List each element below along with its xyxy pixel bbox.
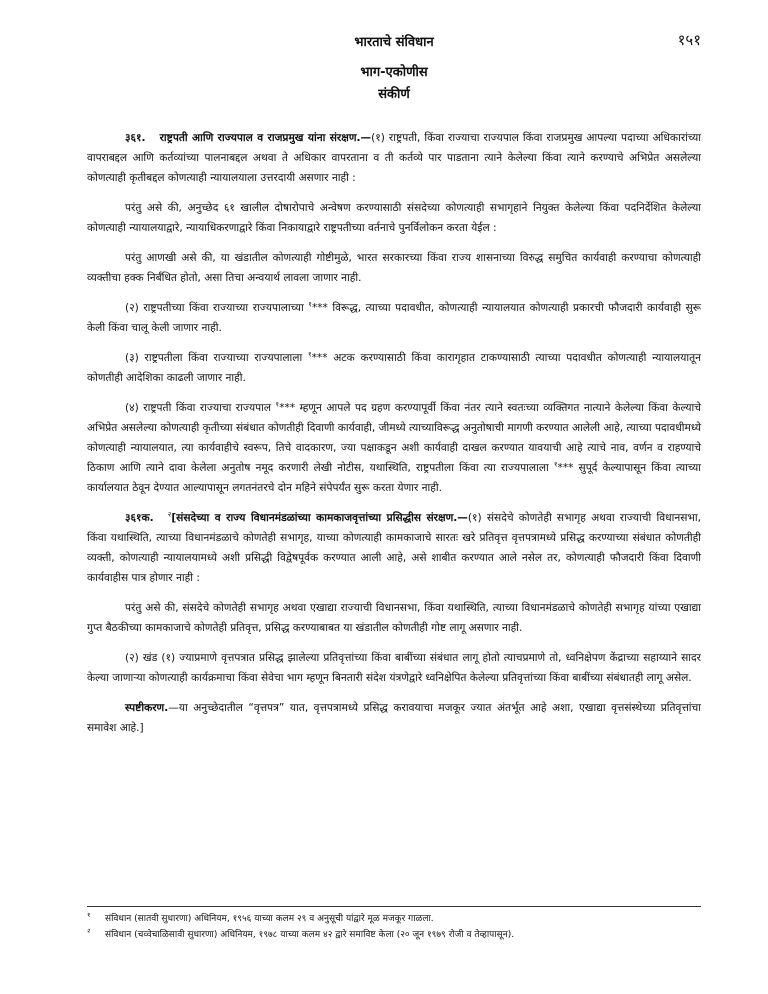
explanation-text: —या अनुच्छेदातील “वृत्तपत्र” यात, वृत्तपत्रामध्ये प्रसिद्ध करावयाचा मजकूर ज्यात अंतर्भूत आहे अशा, एखाद्या वृत्तसंस्थेच्या प्रतिवृत्तांचा समावेश आहे.] (87, 702, 701, 734)
footnote-2 (87, 927, 701, 943)
article-361-clause-3 (87, 348, 701, 388)
footnote-1 (87, 911, 701, 927)
clause-2-lead: (२) राष्ट्रपतीच्या किंवा राज्याच्या राज्यपालाच्या (125, 302, 304, 314)
footnote-ref-1[interactable]: १ (307, 350, 312, 359)
clause-4-body: *** म्हणून आपले पद ग्रहण करण्यापूर्वी किंवा नंतर त्याने स्वतःच्या व्यक्तिगत नात्याने केलेल्या किंवा केल्याचे अभिप्रेत असलेल्या कोणत्याही कृतीच्या संबंधात कोणतीही दिवाणी कार्यवाही, जीमध्ये त्याच्याविरूद्ध अनुतोषाची मागणी करण्यात आलेली आहे, त्याच्या पदावधीमध्ये कोणत्याही न्यायालयात, त्या कार्यवाहीचे स्वरूप, तिचे वादकारण, ज्या पक्षाकडून अशी कार्यवाही दाखल करण्यात यावयाची आहे त्याचे नाव, वर्णन व राहण्याचे ठिकाण आणि त्याने दावा केलेला अनुतोष नमूद करणारी लेखी नोटीस, यथास्थिति, राष्ट्रपतीला किंवा त्या राज्यपालाला (87, 402, 702, 474)
page-number: १५१ (677, 31, 701, 49)
footnote-1-text: संविधान (सातवी सुधारणा) अधिनियम, १९५६ याच्या कलम २९ व अनुसूची यांद्वारे मूळ मजकूर गाळला. (105, 914, 434, 924)
page-body (87, 30, 701, 748)
article-361-heading: राष्ट्रपती आणि राज्यपाल व राजप्रमुख यांना संरक्षण.— (159, 132, 372, 144)
article-361a-clause-1 (87, 508, 701, 588)
clause-3-lead: (३) राष्ट्रपतीला किंवा राज्याच्या राज्यपालाला (125, 352, 303, 364)
footnotes (87, 906, 701, 943)
footnote-1-mark: १ (87, 911, 91, 919)
article-361a-heading: [संसदेच्या व राज्य विधानमंडळांच्या कामकाजवृत्तांच्या प्रसिद्धीस संरक्षण.— (171, 512, 468, 524)
clause-4-end: *** सुपूर्द केल्यापासून किंवा त्याच्या कार्यालयात ठेवून देण्यात आल्यापासून लगतनंतरचे दोन महिने संपेपर्यंत सुरू करता येणार नाही. (87, 462, 701, 494)
footnote-ref-1[interactable]: १ (553, 460, 558, 469)
article-361-clause-2 (87, 298, 701, 338)
article-361a-explanation (87, 698, 701, 738)
article-361-proviso-1: परंतु असे की, अनुच्छेद ६१ खालील दोषारोपाचे अन्वेषण करण्यासाठी संसदेच्या कोणत्याही सभागृहाने नियुक्त केलेल्या किंवा पदनिर्देशित केलेल्या कोणत्याही न्यायालयाद्वारे, न्यायाधिकरणाद्वारे किंवा निकायाद्वारे राष्ट्रपतीच्या वर्तनाचे पुनर्विलोकन करता येईल : (87, 202, 701, 234)
article-361a-clause-1-text: (१) संसदेचे कोणतेही सभागृह अथवा राज्याची विधानसभा, किंवा यथास्थिति, त्याच्या विधानमंडळाचे कोणतेही सभागृह, याच्या कोणत्याही कामकाजाचे सारतः खरे प्रतिवृत्त वृत्तपत्रामध्ये प्रसिद्ध करण्याच्या संबंधात कोणतीही व्यक्ती, कोणत्याही न्यायालयामध्ये अशी प्रसिद्धी विद्वेषपूर्वक करण्यात आली आहे, असे शाबीत करण्यात आले नसेल तर, कोणत्याही फौजदारी किंवा दिवाणी कार्यवाहीस पात्र होणार नाही : (87, 512, 701, 584)
clause-4-lead: (४) राष्ट्रपती किंवा राज्याचा राज्यपाल (125, 402, 272, 414)
part-title: भाग-एकोणीस (360, 65, 428, 80)
article-361-clause-4 (87, 398, 701, 498)
article-361-number: ३६१. (125, 132, 146, 144)
footnote-2-mark: २ (87, 927, 91, 935)
footnote-ref-1[interactable]: १ (308, 300, 312, 309)
article-361-clause-1 (87, 128, 701, 188)
part-subtitle: संकीर्ण (378, 87, 410, 102)
article-361-proviso-2: परंतु आणखी असे की, या खंडातील कोणत्याही गोष्टीमुळे, भारत सरकारच्या किंवा राज्य शासनाच्या विरुद्ध समुचित कार्यवाही करण्याचा कोणत्याही व्यक्तीचा हक्क निर्बंधित होतो, असा तिचा अन्वयार्थ लावला जाणार नाही. (87, 252, 701, 284)
footnote-ref-1[interactable]: १ (275, 400, 280, 409)
explanation-label: स्पष्टीकरण. (125, 702, 169, 714)
article-361-clause-1-text: (१) राष्ट्रपती, किंवा राज्याचा राज्यपाल किंवा राजप्रमुख आपल्या पदाच्या अधिकारांच्या वापराबद्दल आणि कर्तव्यांच्या पालनाबद्दल अथवा ते अधिकार वापरताना व ती कर्तव्ये पार पाडताना त्याने केलेल्या किंवा त्याने करण्याचे अभिप्रेत असलेल्या कोणत्याही कृतीबद्दल कोणत्याही न्यायालयाला उत्तरदायी असणार नाही : (87, 132, 701, 184)
footnote-2-text: संविधान (चव्वेचाळिसावी सुधारणा) अधिनियम, १९७८ याच्या कलम ४२ द्वारे समाविष्ट केला (२० जून १९७९ रोजी व तेव्हापासून). (105, 930, 515, 940)
article-361a-clause-2: (२) खंड (१) ज्याप्रमाणे वृत्तपत्रात प्रसिद्ध झालेल्या प्रतिवृत्तांच्या किंवा बाबींच्या संबंधात लागू होतो त्याचप्रमाणे तो, ध्वनिक्षेपण केंद्राच्या सहाय्याने सादर केल्या जाणाऱ्या कोणत्याही कार्यक्रमाचा किंवा सेवेचा भाग म्हणून बिनतारी संदेश यंत्रणेद्वारे ध्वनिक्षेपित केलेल्या प्रतिवृत्तांच्या किंवा बाबींच्या संबंधातही लागू असेल. (87, 652, 701, 684)
running-header (87, 30, 701, 52)
article-361a-proviso: परंतु असे की, संसदेचे कोणतेही सभागृह अथवा एखाद्या राज्याची विधानसभा, किंवा यथास्थिति, त्याच्या विधानमंडळाचे कोणतेही सभागृह यांच्या एखाद्या गुप्त बैठकीच्या कामकाजाचे कोणतेही प्रतिवृत्त, प्रसिद्ध करण्याबाबत या खंडातील कोणतीही गोष्ट लागू असणार नाही. (87, 602, 701, 634)
clause-3-rest: *** अटक करण्यासाठी किंवा कारागृहात टाकण्यासाठी त्याच्या पदावधीत कोणत्याही न्यायालयातून कोणतीही आदेशिका काढली जाणार नाही. (87, 352, 701, 384)
footnote-ref-2[interactable]: २ (167, 510, 172, 519)
running-title: भारताचे संविधान (354, 35, 434, 50)
clause-2-rest: *** विरूद्ध, त्याच्या पदावधीत, कोणत्याही न्यायालयात कोणत्याही प्रकारची फौजदारी कार्यवाही सुरू केली किंवा चालू केली जाणार नाही. (87, 302, 701, 334)
article-361a-number: ३६१क. (125, 512, 154, 524)
